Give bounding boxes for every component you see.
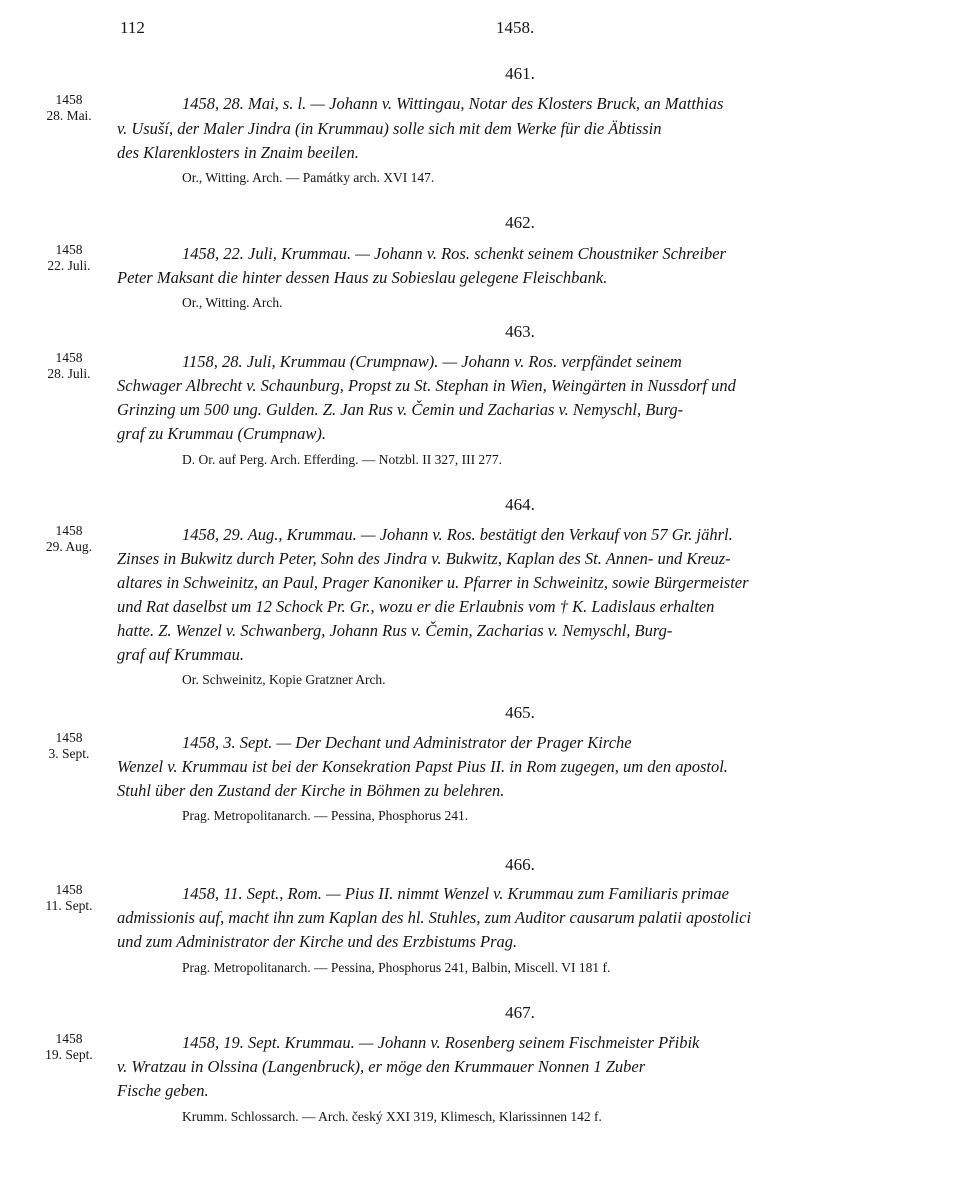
margin-date: [30, 523, 108, 555]
entry-source: D. Or. auf Perg. Arch. Efferding. — Notzbl. II 327, III 277.: [182, 452, 503, 467]
entry-line: admissionis auf, macht ihn zum Kaplan des hl. Stuhles, zum Auditor causarum palatii apostolici: [117, 908, 752, 927]
entry-source: Or. Schweinitz, Kopie Gratzner Arch.: [182, 672, 386, 687]
entry-line: Stuhl über den Zustand der Kirche in Böhmen zu belehren.: [117, 781, 505, 800]
entry-number: 461.: [505, 64, 535, 83]
entry-line: und zum Administrator der Kirche und des Erzbistums Prag.: [117, 932, 518, 951]
margin-date: [30, 1031, 108, 1063]
entry-source: Prag. Metropolitanarch. — Pessina, Phosphorus 241, Balbin, Miscell. VI 181 f.: [182, 960, 611, 975]
margin-day: 28. Mai.: [46, 108, 92, 123]
margin-date: [30, 350, 108, 382]
entry-line: und Rat daselbst um 12 Schock Pr. Gr., wozu er die Erlaubnis vom † K. Ladislaus erhalten: [117, 597, 715, 616]
margin-day: 22. Juli.: [47, 258, 91, 273]
entry-number: 464.: [505, 495, 535, 514]
entry-line: 1458, 28. Mai, s. l. — Johann v. Wittingau, Notar des Klosters Bruck, an Matthias: [182, 94, 724, 113]
entry-source: Krumm. Schlossarch. — Arch. český XXI 319, Klimesch, Klarissinnen 142 f.: [182, 1109, 602, 1124]
entry-number: 462.: [505, 213, 535, 232]
margin-year: 1458: [55, 730, 83, 745]
margin-year: 1458: [55, 1031, 83, 1046]
margin-day: 29. Aug.: [45, 539, 93, 554]
margin-year: 1458: [55, 92, 83, 107]
margin-day: 19. Sept.: [45, 1047, 93, 1062]
entry-source: Prag. Metropolitanarch. — Pessina, Phosphorus 241.: [182, 808, 469, 823]
entry-source: Or., Witting. Arch. — Památky arch. XVI 147.: [182, 170, 435, 185]
entry-number: 466.: [505, 855, 535, 874]
entry-line: 1458, 22. Juli, Krummau. — Johann v. Ros. schenkt seinem Choustniker Schreiber: [182, 244, 726, 263]
entry-line: v. Usuší, der Maler Jindra (in Krummau) solle sich mit dem Werke für die Äbtissin: [117, 119, 662, 138]
margin-year: 1458: [55, 350, 83, 365]
entry-line: v. Wratzau in Olssina (Langenbruck), er möge den Krummauer Nonnen 1 Zuber: [117, 1057, 646, 1076]
entry-line: Peter Maksant die hinter dessen Haus zu Sobieslau gelegene Fleischbank.: [117, 268, 608, 287]
margin-year: 1458: [55, 242, 83, 257]
entry-line: graf zu Krummau (Crumpnaw).: [117, 424, 327, 443]
entry-line: hatte. Z. Wenzel v. Schwanberg, Johann Rus v. Čemin, Zacharias v. Nemyschl, Burg-: [117, 621, 673, 640]
entry-number: 463.: [505, 322, 535, 341]
margin-year: 1458: [55, 523, 83, 538]
entry-line: Schwager Albrecht v. Schaunburg, Propst zu St. Stephan in Wien, Weingärten in Nussdorf und: [117, 376, 736, 395]
margin-date: [30, 882, 108, 914]
entry-line: 1458, 19. Sept. Krummau. — Johann v. Rosenberg seinem Fischmeister Přibik: [182, 1033, 700, 1052]
entry-number: 465.: [505, 703, 535, 722]
entry-line: Zinses in Bukwitz durch Peter, Sohn des Jindra v. Bukwitz, Kaplan des St. Annen- und Kreuz-: [117, 549, 731, 568]
margin-year: 1458: [55, 882, 83, 897]
margin-day: 28. Juli.: [47, 366, 91, 381]
entry-line: 1158, 28. Juli, Krummau (Crumpnaw). — Johann v. Ros. verpfändet seinem: [182, 352, 682, 371]
entry-line: graf auf Krummau.: [117, 645, 244, 664]
running-head: 1458.: [496, 18, 535, 37]
entry-number: 467.: [505, 1003, 535, 1022]
entry-line: Wenzel v. Krummau ist bei der Konsekration Papst Pius II. in Rom zugegen, um den apostol.: [117, 757, 728, 776]
margin-date: [30, 730, 108, 762]
margin-day: 3. Sept.: [48, 746, 90, 761]
entry-line: altares in Schweinitz, an Paul, Prager Kanoniker u. Pfarrer in Schweinitz, sowie Bürgermeister: [117, 573, 749, 592]
page-number: 112: [120, 18, 145, 37]
entry-line: 1458, 11. Sept., Rom. — Pius II. nimmt Wenzel v. Krummau zum Familiaris primae: [182, 884, 729, 903]
entry-line: Grinzing um 500 ung. Gulden. Z. Jan Rus v. Čemin und Zacharias v. Nemyschl, Burg-: [117, 400, 684, 419]
entry-source: Or., Witting. Arch.: [182, 295, 283, 310]
margin-date: [30, 242, 108, 274]
entry-line: Fische geben.: [117, 1081, 209, 1100]
entry-line: 1458, 29. Aug., Krummau. — Johann v. Ros. bestätigt den Verkauf von 57 Gr. jährl.: [182, 525, 733, 544]
margin-day: 11. Sept.: [45, 898, 93, 913]
entry-line: des Klarenklosters in Znaim beeilen.: [117, 143, 359, 162]
entry-line: 1458, 3. Sept. — Der Dechant und Administrator der Prager Kirche: [182, 733, 632, 752]
margin-date: [30, 92, 108, 124]
